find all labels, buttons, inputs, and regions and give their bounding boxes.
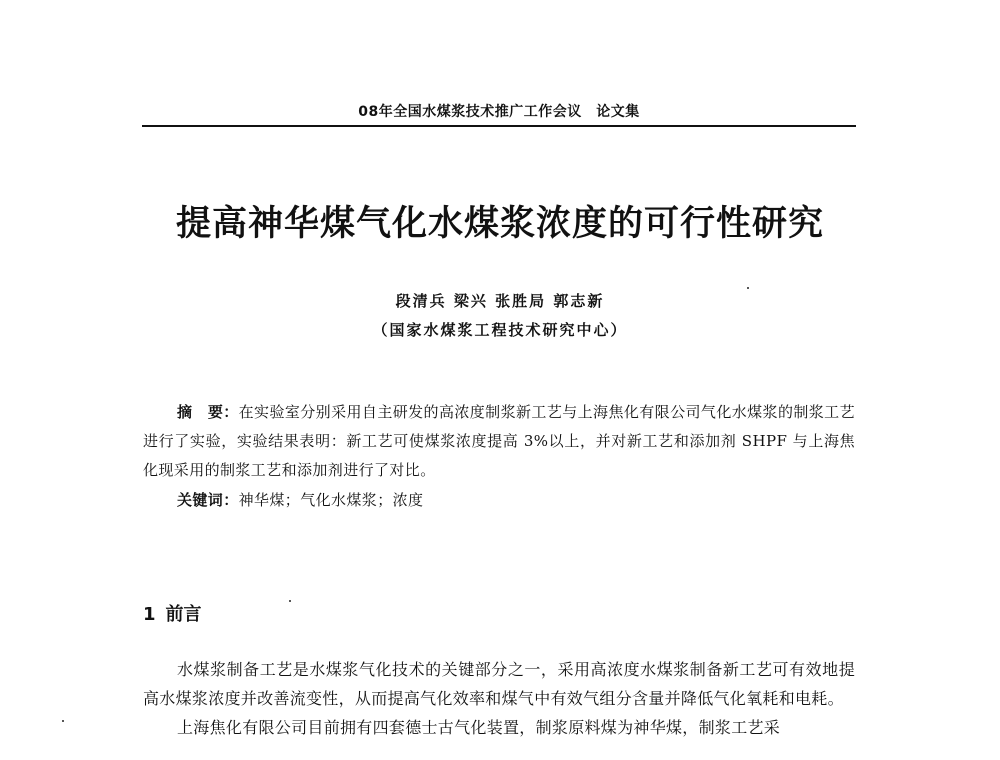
scan-speck xyxy=(62,720,64,722)
paper-title: 提高神华煤气化水煤浆浓度的可行性研究 xyxy=(175,204,824,244)
abstract-text: 在实验室分别采用自主研发的高浓度制浆新工艺与上海焦化有限公司气化水煤浆的制浆工艺进行了实验，实验结果表明：新工艺可使煤浆浓度提高 3%以上，并对新工艺和添加剂 SHPF 与上海焦化现采用的制浆工艺和添加剂进行了对比。 xyxy=(143,403,855,479)
author-list: 段清兵 梁兴 张胜局 郭志新 xyxy=(395,292,605,310)
abstract xyxy=(143,398,855,485)
keywords xyxy=(177,486,855,515)
affiliation: （国家水煤浆工程技术研究中心） xyxy=(372,321,628,339)
section-heading xyxy=(143,600,202,626)
body-paragraph: 上海焦化有限公司目前拥有四套德士古气化装置，制浆原料煤为神华煤，制浆工艺采 xyxy=(177,718,781,737)
scan-speck xyxy=(289,600,291,602)
body-text xyxy=(143,655,855,742)
abstract-label: 摘 要： xyxy=(177,403,239,421)
running-header: 08年全国水煤浆技术推广工作会议 论文集 xyxy=(358,104,640,120)
header-rule xyxy=(142,125,856,127)
section-title: 前言 xyxy=(165,604,202,625)
keywords-text: 神华煤；气化水煤浆；浓度 xyxy=(238,491,424,509)
body-paragraph: 水煤浆制备工艺是水煤浆气化技术的关键部分之一，采用高浓度水煤浆制备新工艺可有效地提高水煤浆浓度并改善流变性，从而提高气化效率和煤气中有效气组分含量并降低气化氧耗和电耗。 xyxy=(143,660,855,708)
section-number: 1 xyxy=(143,604,156,625)
keywords-label: 关键词： xyxy=(177,491,239,509)
scan-speck xyxy=(747,287,749,289)
